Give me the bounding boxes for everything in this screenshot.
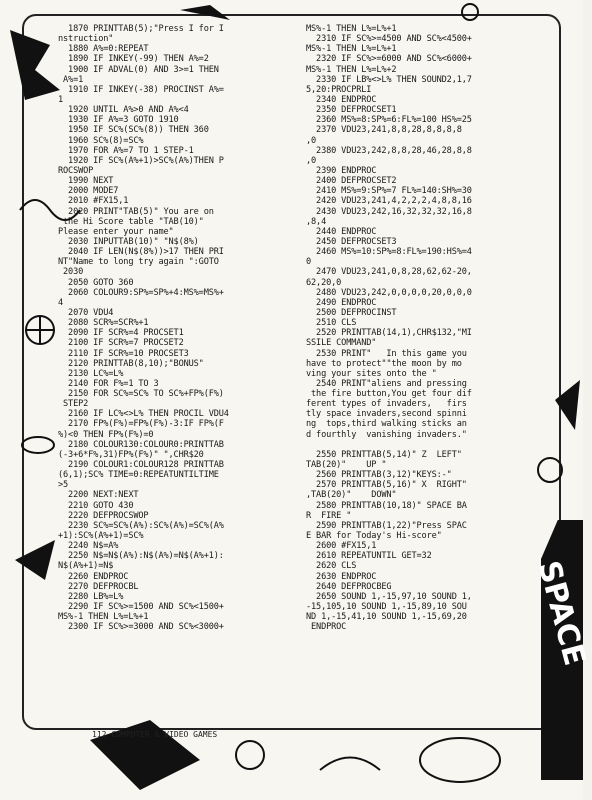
code-line: Please enter your name": [58, 226, 174, 237]
code-line: 4: [58, 297, 64, 308]
code-line: R FIRE ": [306, 510, 352, 521]
code-line: 2440 ENDPROC: [306, 226, 377, 237]
code-line: 2540 PRINT"aliens and pressing: [306, 378, 467, 389]
code-line: 2070 VDU4: [58, 307, 114, 318]
code-line: 2510 CLS: [306, 318, 357, 329]
code-line: 2460 MS%=10:SP%=8:FL%=190:HS%=4: [306, 247, 472, 258]
code-line: 2240 N$=A%: [58, 541, 119, 552]
code-line: 2310 IF SC%>=4500 AND SC%<4500+: [306, 34, 472, 45]
code-line: 1990 NEXT: [58, 176, 114, 187]
code-line: 1900 IF ADVAL(0) AND 3>=1 THEN: [58, 64, 219, 75]
code-line: 2530 PRINT" In this game you: [306, 348, 467, 359]
listing-right-column: [306, 24, 568, 632]
code-line: 2150 FOR SC%=SC% TO SC%+FP%(F%): [58, 389, 224, 400]
code-line: tly space invaders,second spinni: [306, 409, 467, 420]
code-line: 2190 COLOUR1:COLOUR128 PRINTTAB: [58, 460, 224, 471]
code-line: 2470 VDU23,241,0,8,28,62,62-20,: [306, 267, 472, 278]
code-line: MS%-1 THEN L%=L%+1: [306, 24, 397, 34]
code-line: ng tops,third walking sticks an: [306, 419, 467, 430]
code-line: 2290 IF SC%>=1500 AND SC%<1500+: [58, 602, 224, 613]
code-line: 2350 DEFPROCSET1: [306, 105, 397, 116]
code-line: 2550 PRINTTAB(5,14)" Z LEFT": [306, 449, 462, 460]
code-line: ,8,4: [306, 216, 327, 227]
code-line: >5: [58, 480, 69, 491]
listing-left-column: [58, 24, 304, 632]
code-line: 2100 IF SCR%=7 PROCSET2: [58, 338, 184, 349]
code-line: ND 1,-15,41,10 SOUND 1,-15,69,20: [306, 612, 467, 623]
code-line: 2640 DEFPROCBEG: [306, 581, 392, 592]
code-line: [306, 440, 568, 450]
code-line: 1970 FOR A%=7 TO 1 STEP-1: [58, 145, 194, 156]
code-line: 2120 PRINTTAB(8,10);"BONUS": [58, 358, 204, 369]
code-line: 2560 PRINTTAB(3,12)"KEYS:-": [306, 470, 452, 481]
code-line: E BAR for Today's Hi-score": [306, 531, 442, 542]
code-line: 2160 IF LC%<>L% THEN PROCIL VDU4: [58, 409, 229, 420]
code-line: 1960 SC%(8)=SC%: [58, 135, 144, 146]
code-line: 2520 PRINTTAB(14,1),CHR$132,"MI: [306, 328, 472, 339]
code-line: ferent types of invaders, firs: [306, 399, 467, 410]
code-line: 2500 DEFPROCINST: [306, 307, 397, 318]
code-line: 2020 PRINT"TAB(5)" You are on: [58, 206, 214, 217]
code-line: 2030 INPUTTAB(10)" "N$(8%): [58, 236, 199, 247]
code-line: 2040 IF LEN(N$(8%))>17 THEN PRI: [58, 247, 224, 258]
code-line: nstruction": [58, 34, 114, 45]
code-line: 1880 A%=0:REPEAT: [58, 44, 149, 55]
code-line: 1: [58, 94, 64, 105]
code-line: 2230 SC%=SC%(A%):SC%(A%)=SC%(A%: [58, 520, 224, 531]
code-line: MS%-1 THEN L%=L%+1: [306, 44, 397, 55]
code-line: 2340 ENDPROC: [306, 94, 377, 105]
code-line: 2650 SOUND 1,-15,97,10 SOUND 1,: [306, 591, 472, 602]
code-line: 2170 FP%(F%)=FP%(F%)-3:IF FP%(F: [58, 419, 224, 430]
code-line: 2580 PRINTTAB(10,18)" SPACE BA: [306, 500, 467, 511]
code-line: 2410 MS%=9:SP%=7 FL%=140:SH%=30: [306, 186, 472, 197]
code-line: A%=1: [58, 74, 84, 85]
code-line: 2330 IF LB%<>L% THEN SOUND2,1,7: [306, 74, 472, 85]
code-line: STEP2: [58, 399, 89, 410]
code-line: 2060 COLOUR9:SP%=SP%+4:MS%=MS%+: [58, 287, 224, 298]
code-line: 2320 IF SC%>=6000 AND SC%<6000+: [306, 54, 472, 65]
code-line: 2000 MODE7: [58, 186, 119, 197]
code-line: 1930 IF A%=3 GOTO 1910: [58, 115, 179, 126]
code-line: (6,1);SC% TIME=0:REPEATUNTILTIME: [58, 470, 219, 481]
code-line: 2210 GOTO 430: [58, 500, 134, 511]
code-line: 2630 ENDPROC: [306, 571, 377, 582]
code-line: 62,20,0: [306, 277, 342, 288]
code-line: 2610 REPEATUNTIL GET=32: [306, 551, 432, 562]
code-line: ENDPROC: [306, 622, 347, 633]
side-tab-label: SPACE: [530, 557, 592, 670]
code-line: TAB(20)" UP ": [306, 460, 387, 471]
code-line: %)<0 THEN FP%(F%)=0: [58, 429, 154, 440]
code-line: 2450 DEFPROCSET3: [306, 236, 397, 247]
code-line: 2490 ENDPROC: [306, 297, 377, 308]
code-line: have to protect""the moon by mo: [306, 358, 462, 369]
code-line: 2090 IF SCR%=4 PROCSET1: [58, 328, 184, 339]
code-line: +1):SC%(A%+1)=SC%: [58, 531, 144, 542]
code-line: ving your sites onto the ": [306, 368, 437, 379]
code-line: the Hi Score table "TAB(10)": [58, 216, 204, 227]
code-line: 1920 UNTIL A%>0 AND A%<4: [58, 105, 189, 116]
code-line: ,0: [306, 155, 317, 166]
code-line: 2480 VDU23,242,0,0,0,0,20,0,0,0: [306, 287, 472, 298]
code-line: 0: [306, 257, 312, 268]
code-line: 2360 MS%=8:SP%=6:FL%=100 HS%=25: [306, 115, 472, 126]
code-line: 2300 IF SC%>=3000 AND SC%<3000+: [58, 622, 224, 633]
code-line: 2130 LC%=L%: [58, 368, 124, 379]
code-line: ROCSWOP: [58, 165, 94, 176]
code-line: 2390 ENDPROC: [306, 165, 377, 176]
code-line: 2430 VDU23,242,16,32,32,32,16,8: [306, 206, 472, 217]
code-line: 5,20:PROCPRLI: [306, 84, 372, 95]
code-line: ,0: [306, 135, 317, 146]
code-line: 2080 SCR%=SCR%+1: [58, 318, 149, 329]
code-line: 1910 IF INKEY(-38) PROCINST A%=: [58, 84, 224, 95]
code-line: 2140 FOR F%=1 TO 3: [58, 378, 159, 389]
code-line: (-3+6*F%,31)FP%(F%)" ",CHR$20: [58, 449, 204, 460]
code-line: 1920 IF SC%(A%+1)>SC%(A%)THEN P: [58, 155, 224, 166]
code-line: MS%-1 THEN L%=L%+1: [58, 612, 149, 623]
code-line: 1950 IF SC%(SC%(8)) THEN 360: [58, 125, 209, 136]
code-line: 2590 PRINTTAB(1,22)"Press SPAC: [306, 520, 467, 531]
code-line: 2370 VDU23,241,8,8,28,8,8,8,8: [306, 125, 462, 136]
code-line: 2400 DEFPROCSET2: [306, 176, 397, 187]
code-line: MS%-1 THEN L%=L%+2: [306, 64, 397, 75]
code-line: 2380 VDU23,242,8,8,28,46,28,8,8: [306, 145, 472, 156]
code-line: the fire button,You get four dif: [306, 389, 472, 400]
code-line: 2620 CLS: [306, 561, 357, 572]
code-line: 2200 NEXT:NEXT: [58, 490, 139, 501]
code-line: ,TAB(20)" DOWN": [306, 490, 397, 501]
code-line: 2110 IF SCR%=10 PROCSET3: [58, 348, 189, 359]
code-line: d fourthly vanishing invaders.": [306, 429, 467, 440]
page-footer: 112 COMPUTER & VIDEO GAMES: [92, 730, 218, 739]
code-line: 2260 ENDPROC: [58, 571, 129, 582]
code-line: 2050 GOTO 360: [58, 277, 134, 288]
code-line: 2220 DEFPROCSWOP: [58, 510, 149, 521]
code-line: 2280 LB%=L%: [58, 591, 124, 602]
code-line: 2010 #FX15,1: [58, 196, 129, 207]
code-line: 2250 N$=N$(A%):N$(A%)=N$(A%+1):: [58, 551, 224, 562]
code-line: 2030: [58, 267, 84, 278]
code-line: NT"Name to long try again ":GOTO: [58, 257, 219, 268]
code-line: 2570 PRINTTAB(5,16)" X RIGHT": [306, 480, 467, 491]
code-line: 2270 DEFPROCBL: [58, 581, 139, 592]
code-line: 2600 #FX15,1: [306, 541, 377, 552]
code-line: SSILE COMMAND": [306, 338, 377, 349]
code-line: 2420 VDU23,241,4,2,2,2,4,8,8,16: [306, 196, 472, 207]
code-line: N$(A%+1)=N$: [58, 561, 114, 572]
code-line: 2180 COLOUR130:COLOUR0:PRINTTAB: [58, 439, 224, 450]
code-line: 1890 IF INKEY(-99) THEN A%=2: [58, 54, 209, 65]
code-line: 1870 PRINTTAB(5);"Press I for I: [58, 24, 224, 34]
code-line: -15,105,10 SOUND 1,-15,89,10 SOU: [306, 602, 467, 613]
